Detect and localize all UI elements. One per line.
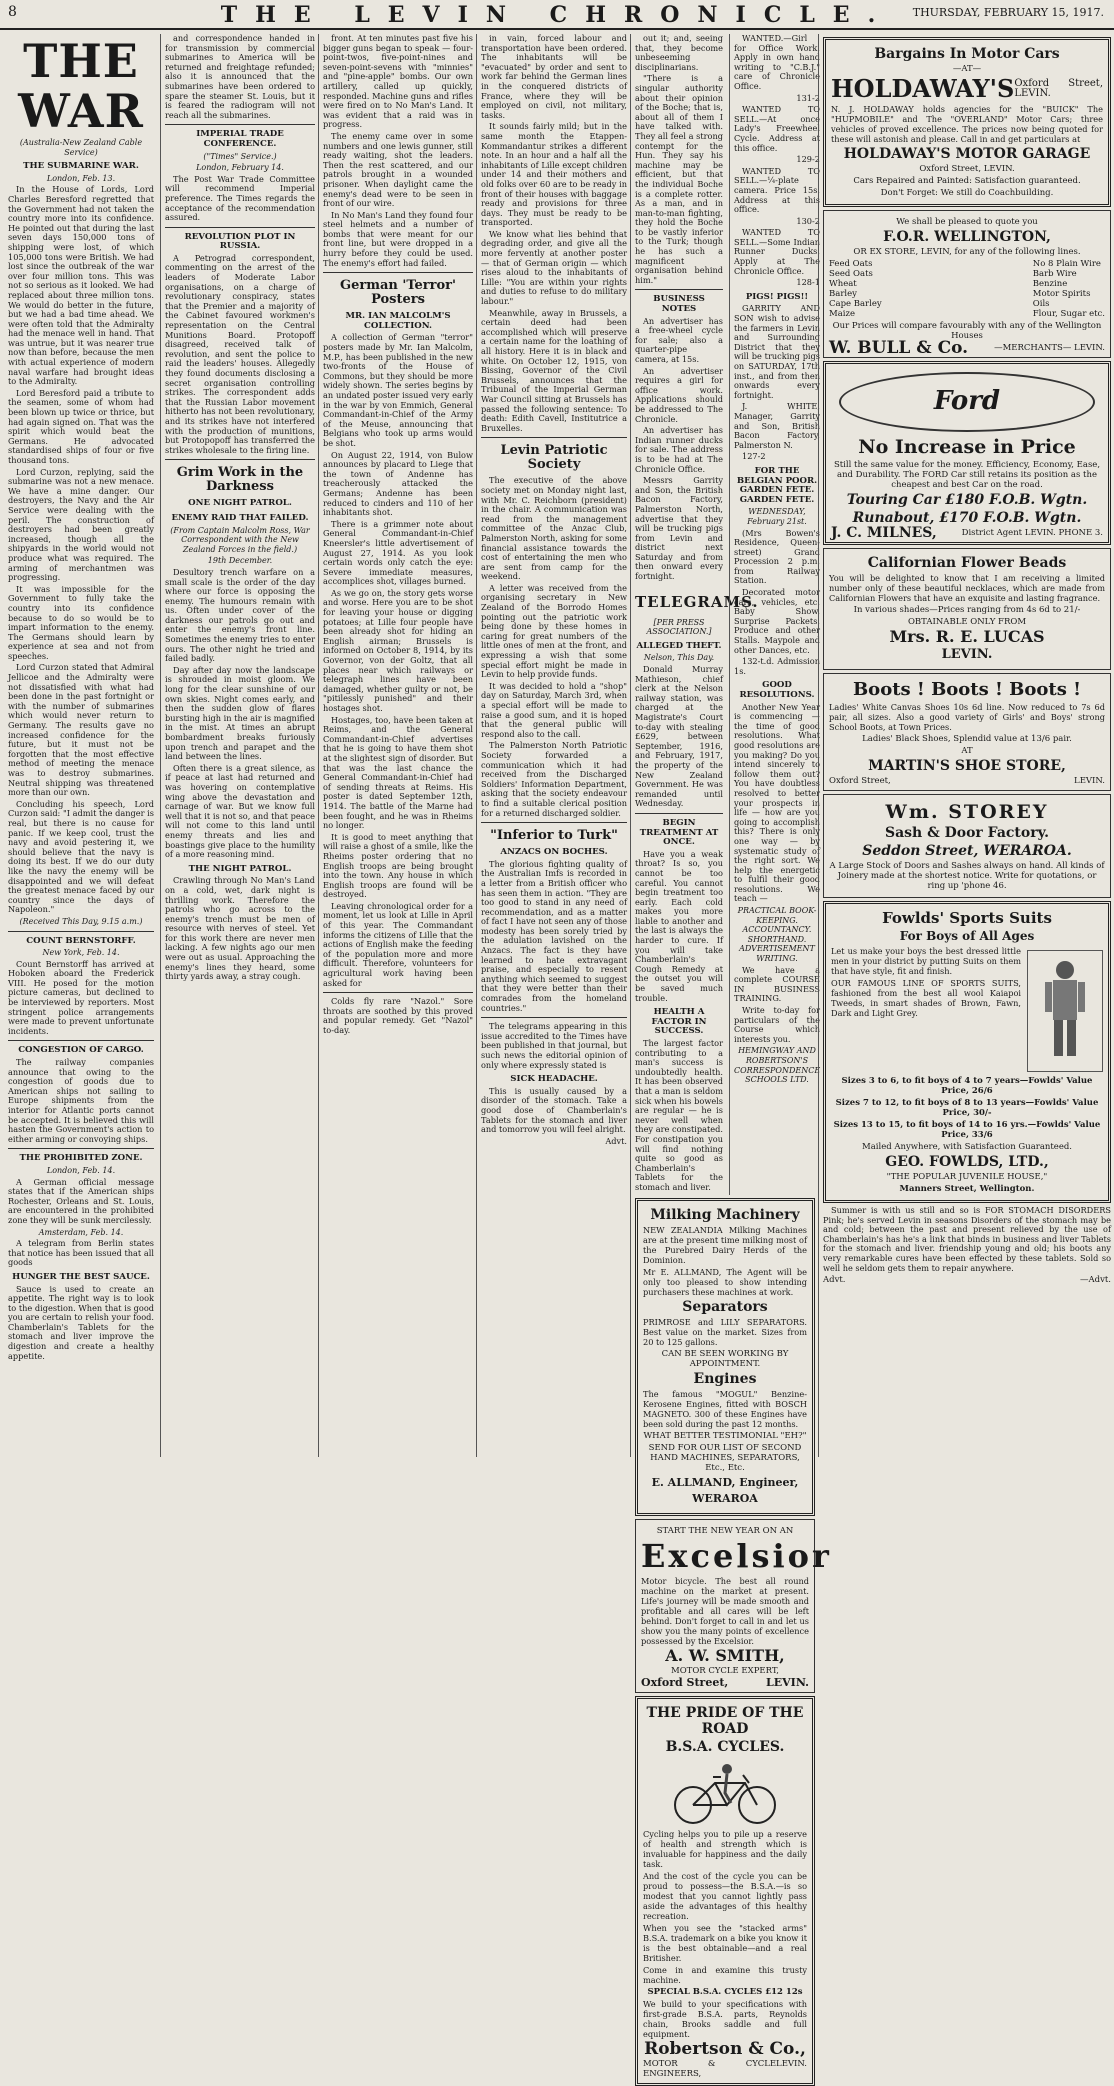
fete-admission: 132-t.d. Admission 1s. [734,656,820,676]
boy-figure-icon [1027,950,1103,1072]
paragraph: Often there is a great silence, as if peace at last had returned and was hovering on contemplative wing above the devastation and carnage of war. But we know full well that it is not so, and that peace will not come to this land until enemy threats and lies and boastings give place to the humility of a more reasoning mind. [165,762,315,860]
paragraph: Concluding his speech, Lord Curzon said: "I admit the danger is real, but there is no cause for panic. If we keep cool, trust the navy and avoid pestering it, we should believe that the navy is doing its best. If we do our duty like the navy the enemy will be disappointed and we will defeat the greatest menace faced by our country since the days of Napoleon." [8,798,154,915]
pigs-ad: GARRITY AND SON wish to advise the farmers in Levin and Surrounding District that they will be trucking pigs on SATURDAY, 17th inst., and from then onwards every fortnight. [734,303,820,400]
fete-text: Decorated motor cars, vehicles, etc. Baby Show. Surprise Packets. Produce and other Stalls. Maypole and other Dances, etc. [734,587,820,655]
holdaway-header [831,76,1103,102]
service-note: ("Times" Service.) [203,151,277,161]
resolutions-text: Another New Year is commencing — the time of good resolutions. What good resolutions are you making? Do you intend sincerely to follow them out? You have doubtless resolved to better your prospects in life — how are you going to accomplish this? There is only one way — by systematic study of the right sort. We help the energetic to fulfil their good resolutions. We teach — [734,701,820,904]
bernstorff-heading: COUNT BERNSTORFF. [26,935,136,946]
terror-posters-heading: German 'Terror' Posters [339,278,456,308]
resolutions-list: PRACTICAL BOOK-KEEPING. ACCOUNTANCY. SHORTHAND. ADVERTISEMENT WRITING. [737,906,817,964]
paragraph: Sauce is used to create an appetite. The right way is to look to the digestion. When that is good you are certain to relish your food. Chamberlain's Tablets for the stomach and liver improve the digestion and create a healthy appetite. [8,1283,154,1361]
divider [165,124,315,125]
night-patrol-subheading: THE NIGHT PATROL. [188,863,292,874]
fowlds-mailed: Mailed Anywhere, with Satisfaction Guaranteed. [861,1142,1072,1152]
pigs-heading: PIGS! PIGS!! [745,291,809,302]
holdaway-text: N. J. HOLDAWAY holds agencies for the "BUICK" The "HUPMOBILE" and The "OVERLAND" Motor Cars; three vehicles of proved excellence. The prices now being quoted for these will astonish and please. Call in and get particulars at [831,104,1103,144]
bsa-title: THE PRIDE OF THE ROAD [646,1704,804,1737]
paragraph: A Petrograd correspondent, commenting on the arrest of the leaders of Moderate Labor organisations, on a charge of revolutionary conspiracy, states that the Premier and a majority of the Cabinet favoured workmen's representation on the Central Munitions Board. Protopoff disagreed, received talk of revolution, and sent the police to raid the leaders' houses. Allegedly they found documents disclosing a secret organisation controlling strikes. The correspondent adds that the Russian Labor movement hitherto has not been revolutionary, and its strikes have not interfered with the production of munitions, but Protopopoff has transferred the strikes wholesale to the firing line. [165,252,315,455]
bull-name: W. BULL & Co. [829,338,969,358]
paragraph: The telegrams appearing in this issue accredited to the Times have been published in that journal, but such news the editorial opinion of only where expressly stated is [481,1021,627,1070]
column-5-top [635,33,821,1195]
correspondent-note: (From Captain Malcolm Ross, War Correspondent with the New Zealand Forces in the field.) [170,525,310,554]
allmand-signature: E. ALLMAND, Engineer, WERAROA [651,1475,799,1505]
paragraph: in vain, forced labour and transportation have been ordered. The inhabitants will be "evacuated" by order and sent to work far behind the German lines in the conquered districts of France, where they will be employed on civil, not military, tasks. [481,33,627,120]
wanted-ad: WANTED TO SELL.—At once Lady's Freewheel Cycle. Address at this office. [734,104,820,153]
paragraph: It is good to meet anything that will raise a ghost of a smile, like the Rheims poster ordering that no English troops are being brought into the town. Any house in which English troops are found will be destroyed. [323,831,473,900]
ford-touring: Touring Car £180 F.O.B. Wgtn. [846,492,1088,508]
column-5 [630,33,832,2079]
bsa-special: SPECIAL B.S.A. CYCLES £12 12s [647,1986,803,1997]
fowlds-title: Fowlds' Sports Suits [882,909,1052,927]
bull-lines [829,259,1105,319]
holdaway-address: Oxford Street, LEVIN. [1014,78,1103,99]
wanted-ad: WANTED.—Girl for Office Work. Apply in own hand writing to "C.B.J." care of Chronicle Office. [734,33,820,91]
received-note: (Received This Day, 9.15 a.m.) [19,916,143,926]
divider [635,289,723,290]
excelsior-tagline: START THE NEW YEAR ON AN [656,1525,794,1536]
paragraph: Crawling through No Man's Land on a cold, wet, dark night is thrilling work. Therefore the patrols who go across to the enemy's trench must be men of resource with nerves of steel. Yet for this work there are never men lacking. A few nights ago our men were out as usual. Approaching the enemy's lines they heard, some thirty yards away, a stray cough. [165,875,315,982]
masthead [0,0,1114,30]
bicycle-icon [643,1757,807,1827]
bsa-text: Cycling helps you to pile up a reserve of health and strength which is invaluable for happiness and the daily task. [643,1828,807,1869]
resolutions-heading: GOOD RESOLUTIONS. [739,680,815,700]
bull-tail: —MERCHANTS— LEVIN. [994,343,1105,353]
divider [8,1148,154,1149]
paragraph: On August 22, 1914, von Bulow announces by placard to Liege that the town of Andenne has treacherously attacked the Germans; Andenne has been reduced to cinders and 110 of her inhabitants shot. [323,449,473,518]
russia-heading: REVOLUTION PLOT IN RUSSIA. [184,231,296,252]
paragraph: Donald Murray Mathieson, chief clerk at the Nelson railway station, was charged at the Magistrate's Court to-day with stealing £629, between September, 1916, and February, 1917, the property of the New Zealand Government. He was remanded until Wednesday. [635,664,723,809]
paragraph: It sounds fairly mild; but in the same month the Etappen-Kommandantur strikes a different note. In an hour and a half all the inhabitants of Lille except children under 14 and their mothers and old folks over 60 are to be ready in front of their houses with baggage ready and provisions for three days. They must be ready to be transported. [481,121,627,228]
excelsior-text: Motor bicycle. The best all round machine on the market at present. Life's journey will be made smooth and profitable and all cares will be left behind. Don't forget to call in and let us show you the many points of excellence possessed by the Excelsior. [641,1575,809,1646]
advt-label: Advt. [823,1275,846,1286]
paragraph: We know what lies behind that degrading order, and give all the more fervently at another poster — that of German origin — which rises aloud to the inhabitants of Lille: "You are within your rights and duties to refuse to do military labour." [481,228,627,307]
list-item: Seed Oats [829,269,873,279]
newspaper-title: THE LEVIN CHRONICLE. [220,2,894,28]
boots-text: Ladies' Black Shoes, Splendid value at 13/6 pair. [862,734,1072,744]
paragraph: The enemy came over in some numbers and one lewis gunner, still ready waiting, shot the leaders. Then the rest scattered, and our patrols brought in a wounded prisoner. When daylight came the enemy's dead were to be seen in front of our wire. [323,130,473,209]
pigs-signature: J. WHITE, Manager, Garrity and Son, British Bacon Factory, Palmerston N. [734,401,820,450]
paragraph: This is usually caused by a disorder of the stomach. Take a good dose of Chamberlain's Tablets for the stomach and liver and tomorrow you will feel alright. [481,1085,627,1135]
paragraph: "There is a singular authority about their opinion of the Boche; that is, about all of them I have talked with. They all feel a strong contempt for the Hun. They say his machine may be efficient, but that the individual Boche is a complete rotter. As a man, and in man-to-man fighting, they hold the Boche to be vastly inferior to the Turk; though he has such a magnificent organisation behind him." [635,73,723,285]
bsa-text: And the cost of the cycle you can be proud to possess—the B.S.A.—is so modest that you cannot lightly pass aside the advantages of this healthy recreation. [643,1870,807,1921]
list-item: Benzine [1032,279,1068,289]
divider [165,459,315,460]
paragraph: Leaving chronological order for a moment, let us look at Lille in April of this year. The Commandant informs the citizens of Lille that the actions of English make the feeding of the population more and more difficult. Therefore, volunteers for agricultural work having been asked for [323,900,473,988]
submarine-war-heading: THE SUBMARINE WAR. [23,161,139,172]
milking-title: Milking Machinery [650,1206,800,1223]
holdaway-top: Bargains In Motor Cars [874,46,1060,62]
martins-address [829,776,1105,786]
list-item: Motor Spirits [1032,289,1091,299]
footer-note: Summer is with us still and so is FOR STOMACH DISORDERS Pink; he's served Levin in seasons Disorders of the stomach may be and cold; between the past and present relieved by the use of Chamberlain's has he's a link that binds in business and liver Tablets for the stomach and liver. friendship young and old; his boots any very remarkable cures have been effected by these tablets. Sold so well he seldom gets them to repair anywhere. [823,1205,1111,1273]
lucas-name: Mrs. R. E. LUCAS [889,627,1045,646]
paragraph: The railway companies announce that owing to the congestion of goods due to American ships not sailing to Europe shipments from the interior for Atlantic ports cannot be accepted. It is believed this will hasten the Government's action to either arming or convoying ships. [8,1057,154,1144]
boots-ad [823,673,1111,791]
fowlds-ad [823,901,1111,1203]
paragraph: The Palmerston North Patriotic Society forwarded a communication which it had received from the Discharged Soldiers' Information Department, asking that the society endeavour to find a suitable clerical position for a returned discharged soldier. [481,740,627,818]
bull-right-list [1033,259,1105,319]
ad-number: 130-2 [796,215,820,226]
resolutions-signature: HEMINGWAY AND ROBERTSON'S CORRESPONDENCE SCHOOLS LTD. [734,1046,821,1085]
ford-logo: Ford [839,372,1095,432]
paragraph: out it; and, seeing that, they become unbeseeming disciplinarians. [635,33,723,72]
ad-number: 128-1 [796,277,820,288]
ford-headline: No Increase in Price [858,436,1076,458]
paragraph: A letter was received from the organising secretary in New Zealand of the Borrodo Homes pointing out the patriotic work being done by these homes in caring for great numbers of the little ones of men at the front, and expressing a wish that some special effort might be made in Levin to help provide funds. [481,582,627,680]
holdaway-coach: Don't Forget: We still do Coachbuilding. [880,188,1054,198]
list-item: Feed Oats [829,259,873,269]
malcolm-collection-heading: MR. IAN MALCOLM'S COLLECTION. [345,311,451,331]
milking-machinery-ad [635,1198,815,1516]
paragraph: Lord Beresford paid a tribute to the seamen, some of whom had been blown up twice or thrice, but had again signed on. That was the spirit which would beat the Germans. He advocated standardised ships of four or five thousand tons. [8,387,154,465]
zone-heading: THE PROHIBITED ZONE. [19,1153,143,1164]
bull-left-list [829,259,882,319]
fowlds-text: Let us make your boys the best dressed little men in your district by putting Suits on them that have style, fit and finish. [831,946,1021,976]
paragraph: It was impossible for the Government to fully take the country into its confidence because to do so would be to impart information to the enemy. The Germans should learn by experience at sea and not from speeches. [8,583,154,661]
paragraph: There is a grimmer note about General Commandant-in-Chief Kneersler's little advertisement of August 27, 1914. As you look certain words only catch the eye: Severe immediate measures, accomplices shot, villages burned. [323,518,473,587]
wanted-ad: WANTED TO SELL.—¼-plate camera. Price 15s. Address at this office. [734,165,820,215]
list-item: Flour, Sugar etc. [1032,309,1105,319]
divider [323,272,473,273]
smith-role: MOTOR CYCLE EXPERT, [671,1665,779,1676]
paragraph: An advertiser has Indian runner ducks for sale. The address is to be had at The Chronicle Office. [635,425,723,474]
footer-advts [823,1275,1111,1285]
dateline: Amsterdam, Feb. 14. [38,1227,124,1237]
divider [323,992,473,993]
advt-label: Advt. [605,1135,627,1146]
ford-agent [831,525,1103,541]
paragraph: Count Bernstorff has arrived at Hoboken aboard the Frederick VIII. He posed for the motion picture cameras, but declined to be interviewed by reporters. Most stringent police arrangements were made to prevent unfortunate incidents. [8,958,154,1036]
fowlds-address: Manners Street, Wellington. [899,1184,1035,1194]
paragraph: Messrs Garrity and Son, the British Bacon Factory, Palmerston North, advertise that they will be trucking pigs from Levin and district next Saturday and from then onward every fortnight. [635,475,723,582]
storey-address: Seddon Street, WERAROA. [862,843,1072,859]
bull-fob: F.O.R. WELLINGTON, [883,229,1051,245]
fowlds-price: Sizes 3 to 6, to fit boys of 4 to 7 years—Fowlds' Value Price, 26/6 [841,1076,1093,1096]
storey-trade: Sash & Door Factory. [884,825,1050,841]
storey-text: A Large Stock of Doors and Sashes always on hand. All kinds of Joinery made at the shortest notice. Write for quotations, or ring up 'phone 46. [829,861,1105,891]
holdaway-name: HOLDAWAY'S [831,74,1015,103]
milking-text: Mr E. ALLMAND, The Agent will be only too pleased to show intending purchasers these machines at work. [643,1266,807,1297]
list-item: Barley [829,289,857,299]
paragraph: Lord Curzon stated that Admiral Jellicoe and the Admiralty were not dissatisfied with what had been done in the past fortnight or with the number of submarines which would never return to Germany. The results gave no increased confidence for the future, but it must not be forgotten that the most effective method of meeting the menace was to destroy submarines. Neutral shipping was threatened more than our own. [8,662,154,798]
bull-intro: We shall be pleased to quote you [896,217,1038,227]
paragraph: A collection of German "terror" posters made by Mr. Ian Malcolm, M.P., has been published in the new two-fronts of the House of Commons, but they should be more widely shown. The series begins by an undated poster issued very early in the war by von Emmich, General Commandant-in-Chief of the Army of the Meuse, announcing that Belgians who took up arms would be shot. [323,332,473,448]
engines-text: The famous "MOGUL" Benzine-Kerosene Engines, fitted with BOSCH MAGNETO. 300 of these Engines have been sold during the past 12 months. [643,1388,807,1429]
bull-compare: Our Prices will compare favourably with any of the Wellington Houses [832,321,1102,341]
boots-at: AT [961,746,973,756]
health-factor-heading: HEALTH A FACTOR IN SUCCESS. [651,1007,707,1037]
beads-prices: In various shades—Prices ranging from 4s 6d to 21/- [853,605,1081,615]
ford-ad [823,361,1111,545]
inferior-to-turk-heading: "Inferior to Turk" [490,828,618,844]
telegrams-heading: TELEGRAMS. [635,592,759,611]
begin-treatment-heading: BEGIN TREATMENT AT ONCE. [639,817,719,848]
paragraph: Day after day now the landscape is shrouded in moist gloom. We long for the clear sunshine of our own skies. Night comes early, and then the sudden glow of flares bursting high in the air is magnified in the mist. At times an abrupt bombardment breaks furiously upon trench and parapet and the land between the lines. [165,664,315,762]
resolutions-text: We have a complete COURSE IN BUSINESS TRAINING. [734,964,820,1004]
paragraph: Meanwhile, away in Brussels, a certain deed had been accomplished which will preserve a certain name for the loathing of all history. Here it is in black and white. On October 12, 1915, von Bissing, Governor of the Civil Brussels, announces that the Tribunal of the Imperial German War Council sitting at Brussels has passed the following sentence: To death: Edith Cavell, Institutrice a Bruxelles. [481,307,627,433]
holdaway-garage-address: Oxford Street, LEVIN. [919,164,1015,174]
dateline: London, February 14. [196,163,284,173]
column-6 [818,34,1111,1457]
beads-obtainable: OBTAINABLE ONLY FROM [907,617,1027,627]
holdaway-at: —AT— [952,64,982,74]
divider [165,227,315,228]
ad-number: 129-2 [796,154,820,165]
fowlds-tagline: "THE POPULAR JUVENILE HOUSE," [886,1172,1048,1182]
column-3 [318,34,473,1457]
column-4 [476,34,627,1457]
dateline: New York, Feb. 14. [42,948,120,958]
milnes-tail: District Agent LEVIN. PHONE 3. [961,528,1103,538]
press-note: [PER PRESS ASSOCIATION.] [646,617,712,637]
sick-headache-heading: SICK HEADACHE. [510,1074,598,1085]
list-item: No 8 Plain Wire [1032,259,1101,269]
bull-store: OR EX STORE, LEVIN, for any of the following lines. [853,247,1081,257]
bsa-text: Come in and examine this trusty machine. [643,1964,807,1985]
paragraph: Lord Curzon, replying, said the submarine was not a new menace. We have a mine danger. Our destroyers, the Navy and the Air Service were dealing with the peril. The construction of destroyers had been greatly increased, though all the shipyards in the world would not produce what was required. The arming of merchantmen was progressing. [8,466,154,583]
resolutions-text: Write to-day for particulars of the Course which interests you. [734,1005,820,1044]
boots-text: Ladies' White Canvas Shoes 10s 6d line. Now reduced to 7s 6d pair, all sizes. Also a good variety of Girls' and Boys' strong School Boots, at Town Prices. [829,702,1105,732]
paragraph: front. At ten minutes past five his bigger guns began to speak — four-point-twos, five-point-nines and seven-point-sevens with "minnies" and "pine-apple" bombs. Our own artillery, called up quickly, responded. Machine guns and rifles were fired on to No Man's Land. It was evident that a raid was in progress. [323,33,473,130]
smith-address [641,1675,809,1689]
bull-footer [829,338,1105,358]
paragraph: As we go on, the story gets worse and worse. Here you are to be shot for leaving your house or digging potatoes; at Lille four people have been already shot for hiding an English airman; Brussels is informed on October 8, 1914, by its Governor, von der Goltz, that all places near which railways or telegraph lines have been damaged, whether guilty or not, be "pitilessly punished" and their hostages shot. [323,587,473,713]
divider [635,813,723,814]
dateline: London, Feb. 13. [46,173,116,183]
paragraph: The executive of the above society met on Monday night last, with Mr. C. Reichborn (president) in the chair. A communication was read from the management committee of the Anzac Club, Palmerston North, asking for some financial assistance towards the cost of entertaining the men who are sent from camp for the weekend. [481,475,627,582]
paragraph: In No Man's Land they found four steel helmets and a number of bombs that were meant for our front line, but were dropped in a hurry before they could be used. The enemy's effort had failed. [323,209,473,268]
column-5-right [729,34,820,1195]
war-heading: THE WAR [18,34,144,138]
ford-runabout: Runabout, £170 F.O.B. Wgtn. [852,510,1082,526]
ford-text: Still the same value for the money. Efficiency, Economy, Ease, and Durability. The FORD Car still retains its position as the cheapest and best Car on the road. [833,460,1101,490]
night-patrol-heading: ONE NIGHT PATROL. [188,498,292,509]
advt-label: —Advt. [1080,1275,1111,1286]
storey-name: Wm. STOREY [885,801,1049,823]
dateline: Nelson, This Day. [643,653,715,663]
robertson-town: LEVIN. [776,2058,807,2069]
paragraph: and correspondence handed in for transmission by commercial submarines to America will be returned and freightage refunded; also it is announced that the submarines have been ordered to spare the steamer St. Louis, but it is feared the radiogram will not reach all the submarines. [165,33,315,120]
dateline: London, Feb. 14. [46,1165,116,1175]
patriotic-society-heading: Levin Patriotic Society [500,443,608,473]
list-item: Oils [1032,299,1050,309]
bsa-ad [635,1696,815,2086]
paragraph: An advertiser has a free-wheel cycle for sale; also a quarter-pipe camera, at 15s. [635,315,723,364]
bsa-text: We build to your specifications with first-grade B.S.A. parts, Reynolds chain, Brooks saddle and full equipment. [643,1998,807,2039]
war-source: (Australia-New Zealand Cable Service) [19,138,143,157]
holdaway-ad [823,37,1111,207]
list-item: Wheat [829,279,857,289]
storey-ad [823,794,1111,898]
fowlds-price: Sizes 13 to 15, to fit boys of 14 to 16 yrs.—Fowlds' Value Price, 33/6 [833,1120,1101,1140]
smith-street: Oxford Street, [641,1675,729,1689]
trade-conference-heading: IMPERIAL TRADE CONFERENCE. [196,129,284,149]
fowlds-text: OUR FAMOUS LINE OF SPORTS SUITS, fashioned from the best all wool Kaiapoi Tweeds, in smart shades of Brown, Fawn, Dark and Light Grey. [831,978,1021,1018]
smith-name: A. W. SMITH, [665,1645,785,1665]
fowlds-subtitle: For Boys of All Ages [899,929,1035,943]
boots-title: Boots ! Boots ! Boots ! [852,679,1082,700]
paragraph: An advertiser requires a girl for office work. Applications should be addressed to The Chronicle. [635,365,723,424]
milking-text: NEW ZEALANDIA Milking Machines are at the present time milking most of the Purebred Dairy Herds of the Dominion. [643,1224,807,1265]
robertson-name: Robertson & Co., [644,2038,806,2059]
list-item: Cape Barley [829,299,882,309]
milnes-name: J. C. MILNES, [831,525,937,541]
paragraph: Hostages, too, have been taken at Reims, and the General Commandant-in-Chief advertises that he is going to have them shot at the slightest sign of disorder. But that was the last chance the General Commandant-in-Chief had of sending threats at Reims. His poster is dated September 12th, 1914. The battle of the Marne had been fought, and he was in Rheims no longer. [323,714,473,831]
fete-date: WEDNESDAY, February 21st. [747,507,807,526]
paragraph: Have you a weak throat? Is so, you cannot be too careful. You cannot begin treatment too early. Each cold makes you more liable to another and the last is always the harder to cure. If you will take Chamberlain's Cough Remedy at the outset you will be saved much trouble. [635,848,723,1003]
enemy-raid-heading: ENEMY RAID THAT FAILED. [171,512,309,523]
engines-text: WHAT BETTER TESTIMONIAL "EH?" [643,1430,807,1441]
fowlds-firm: GEO. FOWLDS, LTD., [885,1154,1049,1170]
separators-text: CAN BE SEEN WORKING BY APPOINTMENT. [661,1348,789,1369]
beads-ad [823,548,1111,670]
divider [481,437,627,438]
issue-date: THURSDAY, FEBRUARY 15, 1917. [912,6,1104,19]
holdaway-repair: Cars Repaired and Painted: Satisfaction guaranteed. [853,176,1081,186]
separators-title: Separators [682,1298,768,1315]
ad-number: 131-2 [796,92,820,103]
divider [481,822,627,823]
grim-work-heading: Grim Work in the Darkness [176,465,304,495]
martins-town: LEVIN. [1074,776,1105,786]
nazol-ad: Colds fly rare "Nazol." Sore throats are soothed by this proved and popular remedy. Get "Nazol" to-day. [323,996,473,1035]
fete-text: (Mrs Bowen's Residence, Queen-street) Grand Procession 2 p.m. from Railway Station. [734,527,820,586]
wanted-ad: WANTED TO SELL.—Some Indian Runner Ducks. Apply at The Chronicle Office. [734,227,820,276]
divider [8,1040,154,1041]
paragraph: In the House of Lords, Lord Charles Beresford regretted that the Government had not taken the country more into its confidence. He pointed out that during the last seven days 150,000 tons of shipping were lost, of which 105,000 tons were British. We had lost since the outbreak of the war over four million tons. This was not so serious as it looked. We had replaced about three million tons. We would do better in the future, but we had a bad time ahead. We were often told that the Admiralty had the menace well in hand. That was untrue, but it was nearer true now than before, because the men with actual experience of modern naval warfare had brought ideas to the Admiralty. [8,184,154,387]
anzacs-heading: ANZACS ON BOCHES. [500,847,608,858]
cargo-heading: CONGESTION OF CARGO. [18,1045,144,1056]
hunger-heading: HUNGER THE BEST SAUCE. [12,1271,150,1282]
paragraph: A German official message states that if the American ships Rochester, Orleans and St. Louis, are encountered in the prohibited zone they will be sunk mercilessly. [8,1176,154,1225]
bsa-text: When you see the "stacked arms" B.S.A. trademark on a bike you know it is the best obtainable—and a real Britisher. [643,1922,807,1963]
beads-text: You will be delighted to know that I am receiving a limited number only of these beautiful necklaces, which are made from Californian Flowers that have an exquisite and lasting fragrance. [829,573,1105,603]
paragraph: It was decided to hold a "shop" day on Saturday, March 3rd, when a special effort will be made to raise a good sum, and it is hoped that the general public will respond also to the call. [481,680,627,739]
bsa-subtitle: B.S.A. CYCLES. [665,1738,785,1755]
paragraph: The Post War Trade Committee will recommend Imperial preference. The Times regards the acceptance of the recommendation assured. [165,173,315,223]
excelsior-name: Excelsior [641,1536,832,1575]
fowlds-price: Sizes 7 to 12, to fit boys of 8 to 13 years—Fowlds' Value Price, 30/- [835,1098,1099,1118]
holdaway-garage: HOLDAWAY'S MOTOR GARAGE [843,146,1091,162]
engines-title: Engines [693,1370,757,1387]
divider [481,1017,627,1018]
dateline: 19th December. [207,556,273,566]
paragraph: The glorious fighting quality of the Australian Imfs is recorded in a letter from a British officer who has seen them in action. "They are too good to stand in any need of recommendation, and as a matter of fact I have not seen any of those modesty has been sorely tried by the adulation lavished on the Anzacs. The fact is they have learned to hate extravagant praise, and especially to resent anything which seemed to suggest that they were better than their comrades from the homeland countries." [481,858,627,1013]
paragraph: A telegram from Berlin states that notice has been issued that all goods [8,1238,154,1268]
ad-number: 127-2 [742,451,766,462]
smith-town: LEVIN. [766,1675,809,1689]
martins-street: Oxford Street, [829,776,891,786]
list-item: Barb Wire [1032,269,1077,279]
beads-title: Californian Flower Beads [867,555,1067,571]
robertson-address [643,2059,807,2079]
engines-text: SEND FOR OUR LIST OF SECOND HAND MACHINES, SEPARATORS, Etc., Etc. [648,1442,802,1473]
bull-ad [823,210,1111,358]
business-notes-heading: BUSINESS NOTES [653,294,705,315]
list-item: Maize [829,309,855,319]
page-number: 8 [8,4,17,20]
paragraph: The largest factor contributing to a man's success is undoubtedly health. It has been observed that a man is seldom sick when his bowels are regular — he is never well when they are constipated. For constipation you will find nothing quite so good as Chamberlain's Tablets for the stomach and liver. [635,1038,723,1192]
separators-text: PRIMROSE and LILY SEPARATORS. Best value on the market. Sizes from 20 to 125 gallons. [643,1316,807,1347]
alleged-theft-heading: ALLEGED THEFT. [636,640,722,651]
lucas-town: LEVIN. [941,647,993,662]
martins-name: MARTIN'S SHOE STORE, [868,758,1066,774]
paragraph: Desultory trench warfare on a small scale is the order of the day where our force is opposing the enemy. The humours remain with us. Often under cover of the darkness our patrols go out and enter the enemy's front line. Sometimes the enemy tries to enter ours. The other night he tried and failed badly. [165,566,315,664]
column-2 [160,34,315,1457]
fete-heading: FOR THE BELGIAN POOR. GARDEN FETE. GARDEN FETE. [736,465,818,505]
excelsior-ad [635,1519,832,1693]
divider [8,931,154,932]
robertson-trade: MOTOR & CYCLE ENGINEERS, [643,2058,777,2079]
column-1 [8,34,154,1457]
